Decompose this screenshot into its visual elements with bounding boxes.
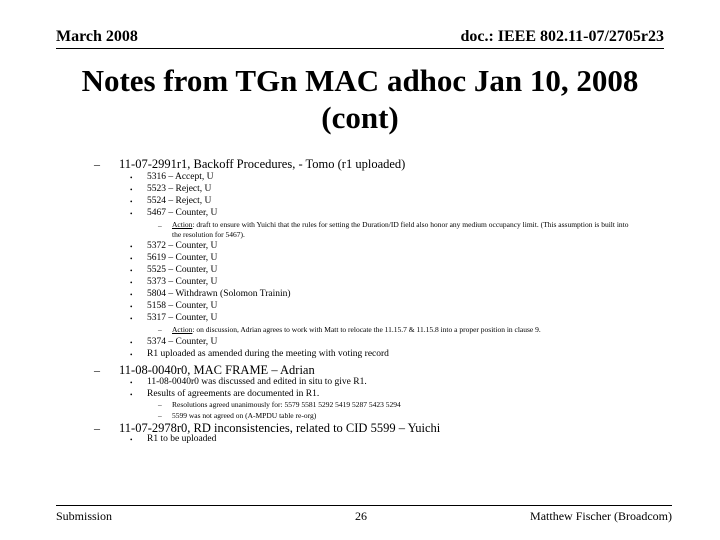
- item-3-sub-1: R1 to be uploaded: [147, 434, 217, 444]
- dash-marker: –: [94, 421, 100, 435]
- bullet: •: [130, 174, 133, 182]
- bullet: •: [130, 243, 133, 251]
- action-label: Action: [172, 220, 193, 229]
- action-note-1: [172, 220, 632, 240]
- action-note-2: [172, 325, 541, 334]
- bullet: •: [130, 291, 133, 299]
- action-text: : draft to ensure with Yuichi that the rules for setting the Duration/ID field also honor any medium occupancy limit. (This assumption is built into the resolution for 5467).: [172, 220, 629, 239]
- dash-marker: –: [158, 325, 162, 334]
- item-1-sub-4: 5467 – Counter, U: [147, 208, 218, 218]
- bullet: •: [130, 351, 133, 359]
- action-text: : on discussion, Adrian agrees to work with Matt to relocate the 11.15.7 & 11.15.8 into a proper position in clause 9.: [192, 325, 541, 334]
- item-1-sub-5: 5372 – Counter, U: [147, 241, 218, 251]
- bullet: •: [130, 339, 133, 347]
- dash-marker: –: [158, 411, 162, 420]
- item-1-sub-8: 5373 – Counter, U: [147, 277, 218, 287]
- item-1-sub-10: 5158 – Counter, U: [147, 301, 218, 311]
- item-2-text: 11-08-0040r0, MAC FRAME – Adrian: [119, 363, 315, 377]
- item-2-sub-1: 11-08-0040r0 was discussed and edited in situ to give R1.: [147, 377, 367, 387]
- item-3-text: 11-07-2978r0, RD inconsistencies, related to CID 5599 – Yuichi: [119, 421, 441, 435]
- bullet: •: [130, 391, 133, 399]
- dash-marker: –: [158, 221, 162, 230]
- dash-marker: –: [158, 400, 162, 409]
- dash-marker: –: [94, 363, 100, 377]
- item-1-sub-1: 5316 – Accept, U: [147, 172, 214, 182]
- footer-rule: [56, 505, 672, 506]
- action-label: Action: [172, 325, 193, 334]
- item-1-sub-11: 5317 – Counter, U: [147, 313, 218, 323]
- header-rule: [56, 48, 664, 49]
- item-1-text: 11-07-2991r1, Backoff Procedures, - Tomo (r1 uploaded): [119, 157, 406, 171]
- slide-title-line1: Notes from TGn MAC adhoc Jan 10, 2008: [81, 63, 639, 98]
- bullet: •: [130, 255, 133, 263]
- bullet: •: [130, 186, 133, 194]
- item-2-sub-2: Results of agreements are documented in R1.: [147, 389, 320, 399]
- bullet: •: [130, 436, 133, 444]
- bullet: •: [130, 303, 133, 311]
- bullet: •: [130, 198, 133, 206]
- footer-submission: Submission: [56, 509, 113, 523]
- bullet: •: [130, 210, 133, 218]
- item-1-sub-2: 5523 – Reject, U: [147, 184, 212, 194]
- item-1-sub-7: 5525 – Counter, U: [147, 265, 218, 275]
- dash-marker: –: [94, 157, 100, 171]
- bullet: •: [130, 379, 133, 387]
- slide-title-line2: (cont): [321, 100, 399, 135]
- item-1-sub-3: 5524 – Reject, U: [147, 196, 212, 206]
- bullet: •: [130, 279, 133, 287]
- slide-title: [0, 62, 720, 136]
- item-2-detail-2: 5599 was not agreed on (A-MPDU table re-org): [172, 411, 317, 420]
- item-1-sub-6: 5619 – Counter, U: [147, 253, 218, 263]
- page-number: 26: [355, 509, 367, 523]
- item-2-detail-1: Resolutions agreed unanimously for: 5579 5581 5292 5419 5287 5423 5294: [172, 400, 401, 409]
- header-date: March 2008: [56, 28, 138, 45]
- bullet: •: [130, 315, 133, 323]
- bullet: •: [130, 267, 133, 275]
- item-1-sub-13: R1 uploaded as amended during the meeting with voting record: [147, 349, 389, 359]
- item-1-sub-12: 5374 – Counter, U: [147, 337, 218, 347]
- footer-author: Matthew Fischer (Broadcom): [530, 509, 672, 523]
- item-1-sub-9: 5804 – Withdrawn (Solomon Trainin): [147, 289, 291, 299]
- header-doc-id: doc.: IEEE 802.11-07/2705r23: [460, 28, 664, 45]
